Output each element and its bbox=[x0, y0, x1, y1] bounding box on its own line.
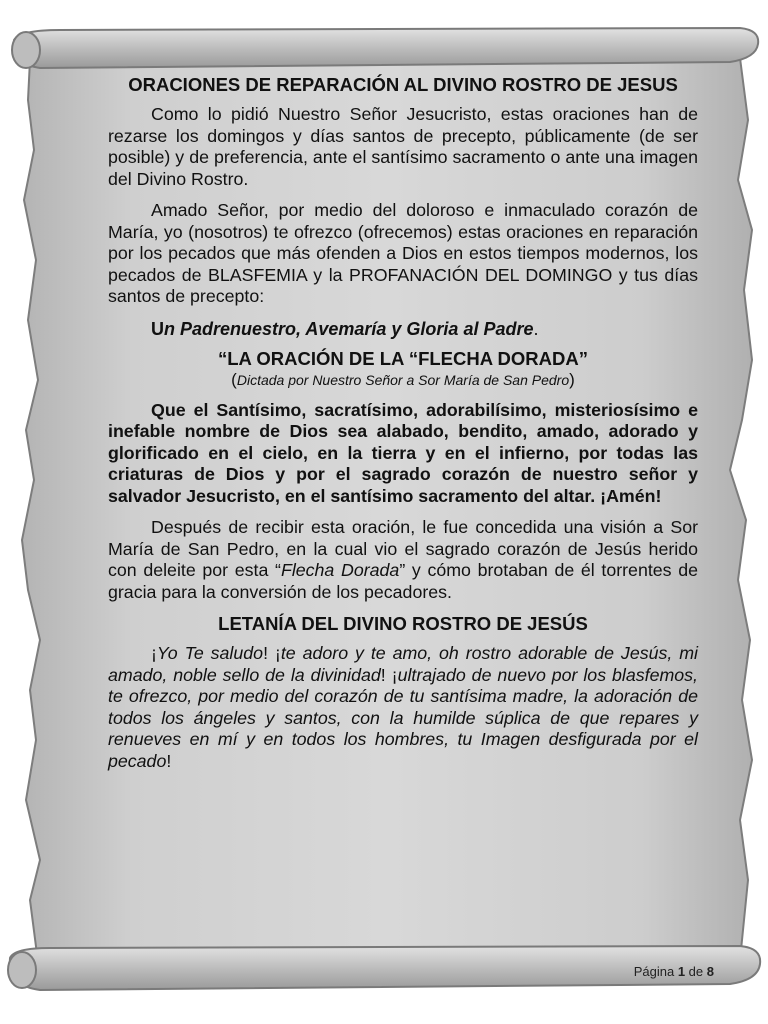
page-footer bbox=[634, 964, 714, 979]
paren-open: ( bbox=[231, 369, 237, 389]
vision-text-b: ” y cómo brotaban de él torrentes de gracia para la conversión de los pecadores. bbox=[108, 560, 698, 602]
litany-part-1: ¡ bbox=[151, 643, 157, 663]
litany-part-2: Yo Te saludo bbox=[156, 643, 264, 663]
prayers-end: . bbox=[533, 318, 539, 339]
document-content bbox=[108, 74, 698, 782]
vision-paragraph bbox=[108, 517, 698, 603]
scroll-bottom-roll-end bbox=[8, 952, 36, 988]
vision-text-a: Después de recibir esta oración, le fue concedida una visión a Sor María de San Pedro, en la cual vio el sagrado corazón de Jesús herido con deleite por esta “ bbox=[108, 517, 698, 580]
golden-arrow-heading: “LA ORACIÓN DE LA “FLECHA DORADA” bbox=[218, 347, 588, 369]
litany-part-6: ultrajado de nuevo por los blasfemos, te ofrezco, por medio del corazón de tu santísima madre, la adoración de todos los ángeles y santos, con la humilde súplica de que repares y renueves en mí y en todos los hombres, tu Imagen desfigurada por el pecado bbox=[108, 664, 698, 771]
prayers-line bbox=[108, 318, 698, 340]
golden-arrow-prayer: Que el Santísimo, sacratísimo, adorabilísimo, misteriosísimo e inefable nombre de Dios sea alabado, bendito, amado, adorado y glorificado en el cielo, en la tierra y en el infierno, por todas las criaturas de Dios y por el sagrado corazón de nuestro señor y salvador Jesucristo, en el santísimo sacramento del altar. ¡Amén! bbox=[108, 399, 698, 506]
litany-heading: LETANÍA DEL DIVINO ROSTRO DE JESÚS bbox=[218, 613, 588, 634]
golden-arrow-note bbox=[108, 370, 698, 390]
offering-paragraph: Amado Señor, por medio del doloroso e inmaculado corazón de María, yo (nosotros) te ofrezco (ofrecemos) estas oraciones en reparación por los pecados que más ofenden a Dios en estos tiempos modernos, los pecados de BLASFEMIA y la PROFANACIÓN DEL DOMINGO y tus días santos de precepto: bbox=[108, 200, 698, 306]
vision-italic: Flecha Dorada bbox=[280, 560, 400, 580]
paren-close: ) bbox=[569, 369, 575, 389]
litany-paragraph bbox=[108, 643, 698, 772]
prayers-lead: U bbox=[151, 318, 164, 339]
page-number: 1 bbox=[677, 964, 686, 979]
scroll-top-roll-end bbox=[12, 32, 40, 68]
litany-part-5: ! ¡ bbox=[380, 664, 398, 685]
intro-paragraph: Como lo pidió Nuestro Señor Jesucristo, estas oraciones han de rezarse los domingos y días santos de precepto, públicamente (de ser posible) y de preferencia, ante el santísimo sacramento o ante una imagen del Divino Rostro. bbox=[108, 104, 698, 189]
of-word: de bbox=[688, 964, 704, 979]
litany-part-4: te adoro y te amo, oh rostro adorable de Jesús, mi amado, noble sello de la divinidad bbox=[108, 643, 699, 685]
page-word: Página bbox=[633, 964, 675, 979]
prayers-rest: n Padrenuestro, Avemaría y Gloria al Padre bbox=[164, 318, 534, 339]
page-total: 8 bbox=[706, 964, 714, 979]
scroll-top-roll bbox=[14, 28, 758, 68]
document-title: ORACIONES DE REPARACIÓN AL DIVINO ROSTRO DE JESUS bbox=[128, 74, 678, 95]
litany-part-7: ! bbox=[166, 750, 172, 771]
litany-part-3: ! ¡ bbox=[263, 643, 281, 663]
golden-arrow-note-text: Dictada por Nuestro Señor a Sor María de San Pedro bbox=[236, 371, 570, 388]
